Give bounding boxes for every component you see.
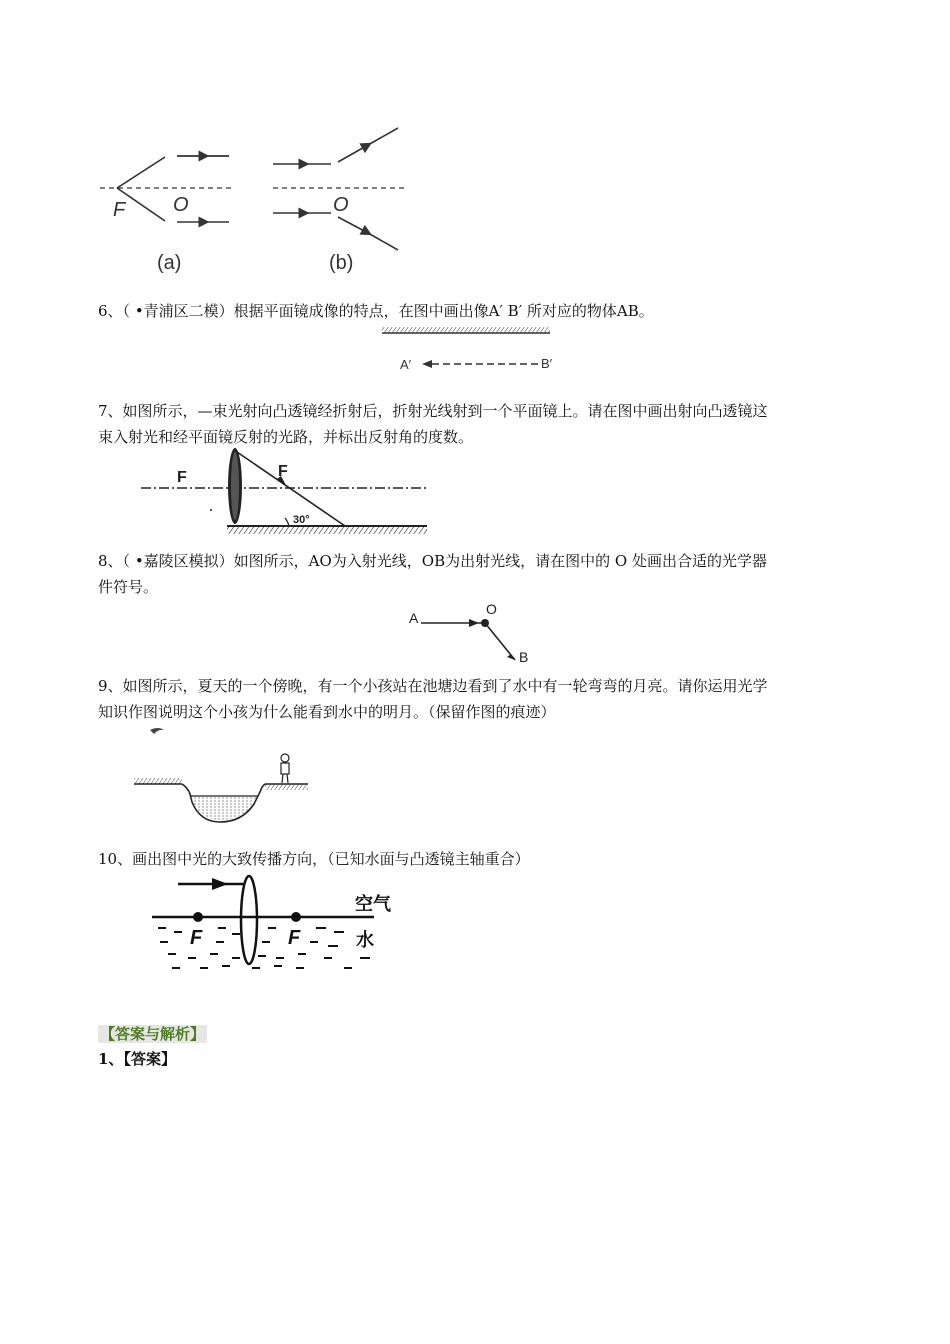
question-10-text: 画出图中光的大致传播方向，（已知水面与凸透镜主轴重合） (132, 850, 530, 868)
question-6-number: 6、 (98, 302, 123, 320)
figure-q5-lens-diagrams (95, 120, 415, 280)
question-10-number: 10、 (98, 850, 133, 868)
air-label: 空气 (355, 894, 391, 914)
moon-icon (150, 728, 164, 734)
ray-label-a: A (409, 610, 419, 626)
question-9-number: 9、 (98, 677, 123, 695)
caption-b: (b) (329, 252, 354, 274)
question-9 (98, 673, 858, 725)
question-9-line2: 知识作图说明这个小孩为什么能看到水中的明月。（保留作图的痕迹） (98, 703, 556, 721)
center-label-b: O (333, 194, 349, 216)
ray-label-o: O (486, 601, 497, 617)
figure-q9-pond-scene (130, 722, 320, 832)
answers-title: 【答案与解析】 (100, 1025, 206, 1043)
question-8-line2: 件符号。 (98, 578, 159, 596)
question-6-text: （ •青浦区二模）根据平面镜成像的特点，在图中画出像A′ B′ 所对应的物体AB。 (122, 302, 654, 320)
question-7 (98, 398, 858, 450)
focus-label-a: F (113, 199, 126, 221)
child-figure (281, 754, 289, 783)
focus-label-right: F (278, 463, 288, 480)
question-9-line1: 如图所示，夏天的一个傍晚，有一个小孩站在池塘边看到了水中有一轮弯弯的月亮。请你运用光学 (122, 677, 768, 695)
answers-section (98, 1022, 207, 1071)
question-8-line1: （ •嘉陵区模拟）如图所示，AO为入射光线，OB为出射光线，请在图中的 O 处画出合适的光学器 (122, 552, 767, 570)
focus-label-left: F (177, 469, 187, 486)
question-8 (98, 548, 858, 600)
question-7-number: 7、 (98, 402, 123, 420)
figure-q7-lens-mirror (135, 446, 435, 538)
water-label: 水 (356, 930, 374, 950)
focus-label-right-10: F (288, 927, 301, 949)
question-7-line2: 束入射光和经平面镜反射的光路，并标出反射角的度数。 (98, 428, 474, 446)
question-10 (98, 846, 858, 872)
center-label-a: O (173, 194, 189, 216)
figure-q6-plane-mirror (378, 324, 578, 376)
image-label-b: B′ (541, 356, 553, 371)
figure-q10-lens-water (148, 872, 408, 976)
question-6 (98, 298, 858, 324)
question-8-number: 8、 (98, 552, 123, 570)
image-label-a: A′ (400, 357, 412, 372)
ray-label-b: B (519, 649, 529, 665)
question-7-line1: 如图所示，—束光射向凸透镜经折射后，折射光线射到一个平面镜上。请在图中画出射向凸透镜这 (122, 402, 768, 420)
caption-a: (a) (157, 252, 182, 274)
answer-1-number: 1、 (98, 1050, 124, 1068)
figure-q8-rays (405, 598, 545, 668)
angle-label: 30° (293, 514, 310, 526)
focus-label-left-10: F (190, 927, 203, 949)
answer-1-label: 【答案】 (123, 1050, 176, 1068)
